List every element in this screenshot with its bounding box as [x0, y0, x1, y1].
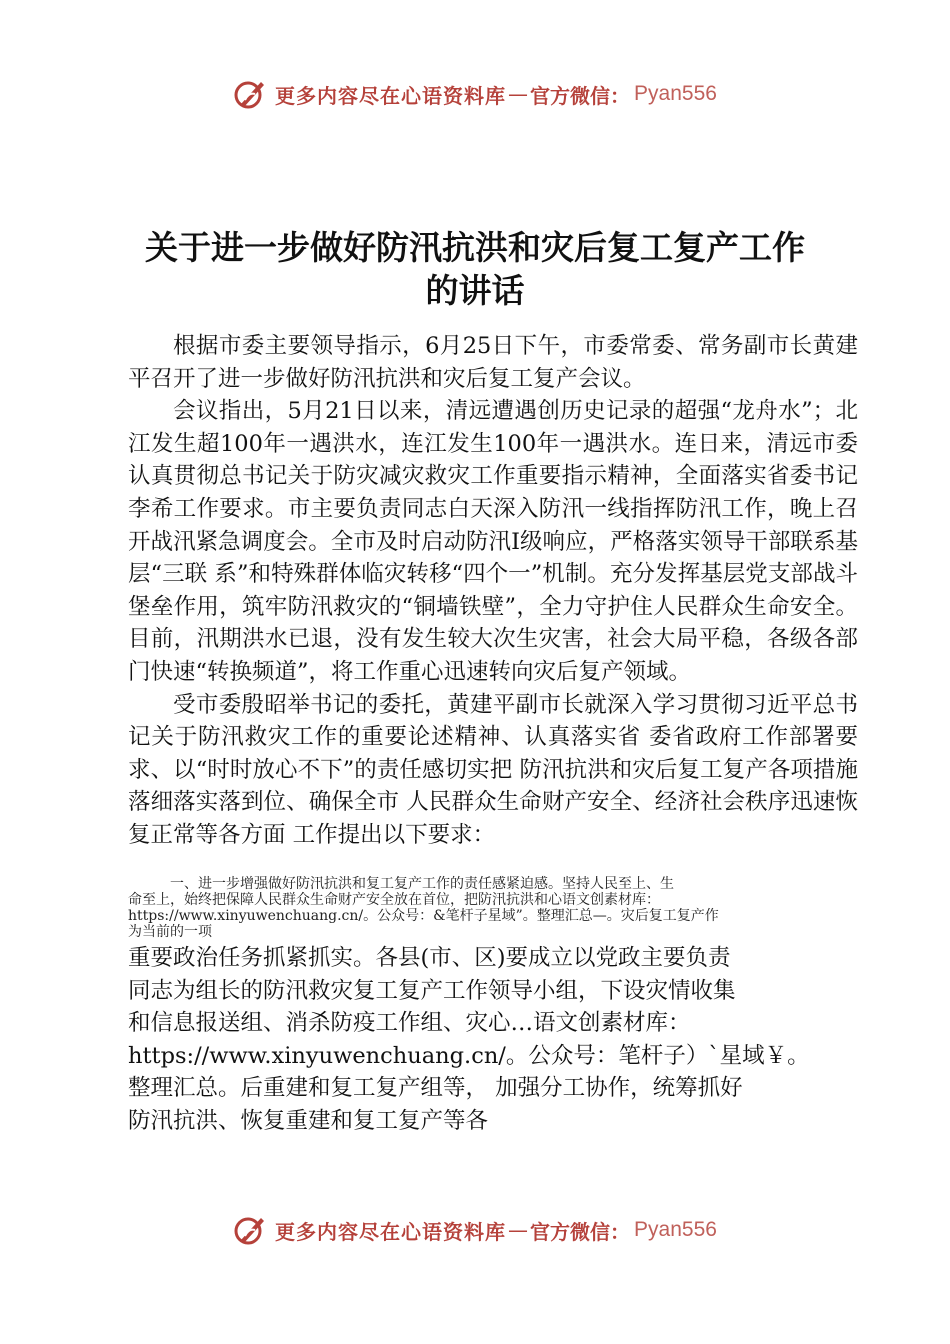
body-line: 防汛抗洪、恢复重建和复工复产等各: [128, 1107, 489, 1134]
overlapping-small-text: [128, 876, 848, 940]
banner-wechat-id: Pyan556: [634, 1218, 717, 1241]
title-line-2: 的讲话: [425, 271, 525, 310]
body-line: https://www.xinyuwenchuang.cn/。公众号：笔杆子）`星域￥。: [128, 1042, 810, 1069]
header-watermark-banner: [0, 72, 950, 116]
banner-separator: —: [508, 1218, 529, 1242]
banner-wechat-label: 官方微信：: [530, 1219, 631, 1244]
banner-wechat-id: Pyan556: [634, 82, 717, 105]
banner-wechat-label: 官方微信：: [530, 83, 631, 108]
paragraph: 根据市委主要领导指示，6月25日下午，市委常委、常务副市长黄建平召开了进一步做好防汛抗洪和灾后复工复产会议。: [128, 333, 858, 392]
document-body: [128, 330, 858, 852]
body-line: 同志为组长的防汛救灾复工复产工作领导小组，下设灾情收集: [128, 977, 736, 1004]
banner-separator: —: [508, 82, 529, 106]
overlap-line: 为当前的一项: [128, 924, 212, 940]
body-line: 和信息报送组、消杀防疫工作组、灾心…语文创素材库：: [128, 1010, 691, 1037]
document-body-continued: [128, 942, 858, 1138]
banner-main-text: 更多内容尽在心语资料库: [275, 83, 507, 108]
paragraph: 受市委殷昭举书记的委托，黄建平副市长就深入学习贯彻习近平总书记关于防汛救灾工作的重要论述精神、认真落实省 委省政府工作部署要求、以“时时放心不下”的责任感切实把 防汛抗洪和灾后复工复产各项措施落细落实落到位、确保全市 人民群众生命财产安全、经济社会秩序迅速恢复正常等各方面 工作提出以下要求：: [128, 691, 858, 848]
overlap-line: 命至上，始终把保障人民群众生命财产安全放在首位，把防汛抗洪和心语文创素材库：: [128, 892, 660, 908]
title-line-1: 关于进一步做好防汛抗洪和灾后复工复产工作: [145, 228, 805, 267]
pen-logo-icon: [233, 1212, 269, 1248]
banner-main-text: 更多内容尽在心语资料库: [275, 1219, 507, 1244]
footer-watermark-banner: [0, 1208, 950, 1252]
overlap-line: https://www.xinyuwenchuang.cn/。公众号：&笔杆子星域”。整理汇总—。灾后复工复产作: [128, 908, 719, 924]
document-title: [110, 226, 840, 312]
pen-logo-icon: [233, 76, 269, 112]
body-line: 重要政治任务抓紧抓实。各县(市、区)要成立以党政主要负责: [128, 945, 731, 971]
paragraph: 会议指出，5月21日以来，清远遭遇创历史记录的超强“龙舟水”；北江发生超100年一遇洪水，连江发生100年一遇洪水。连日来，清远市委认真贯彻总书记关于防灾减灾救灾工作重要指示精神，全面落实省委书记李希工作要求。市主要负责同志白天深入防汛一线指挥防汛工作，晚上召开战汛紧急调度会。全市及时启动防汛Ⅰ级响应，严格落实领导干部联系基层“三联 系”和特殊群体临灾转移“四个一”机制。充分发挥基层党支部战斗堡垒作用，筑牢防汛救灾的“铜墙铁壁”，全力守护住人民群众生命安全。目前，汛期洪水已退，没有发生较大次生灾害，社会大局平稳，各级各部门快速“转换频道”，将工作重心迅速转向灾后复产领域。: [128, 398, 858, 685]
body-line: 整理汇总。后重建和复工复产组等， 加强分工协作，统筹抓好: [128, 1075, 743, 1102]
overlap-line: 一、进一步增强做好防汛抗洪和复工复产工作的责任感紧迫感。坚持人民至上、生: [170, 876, 674, 892]
